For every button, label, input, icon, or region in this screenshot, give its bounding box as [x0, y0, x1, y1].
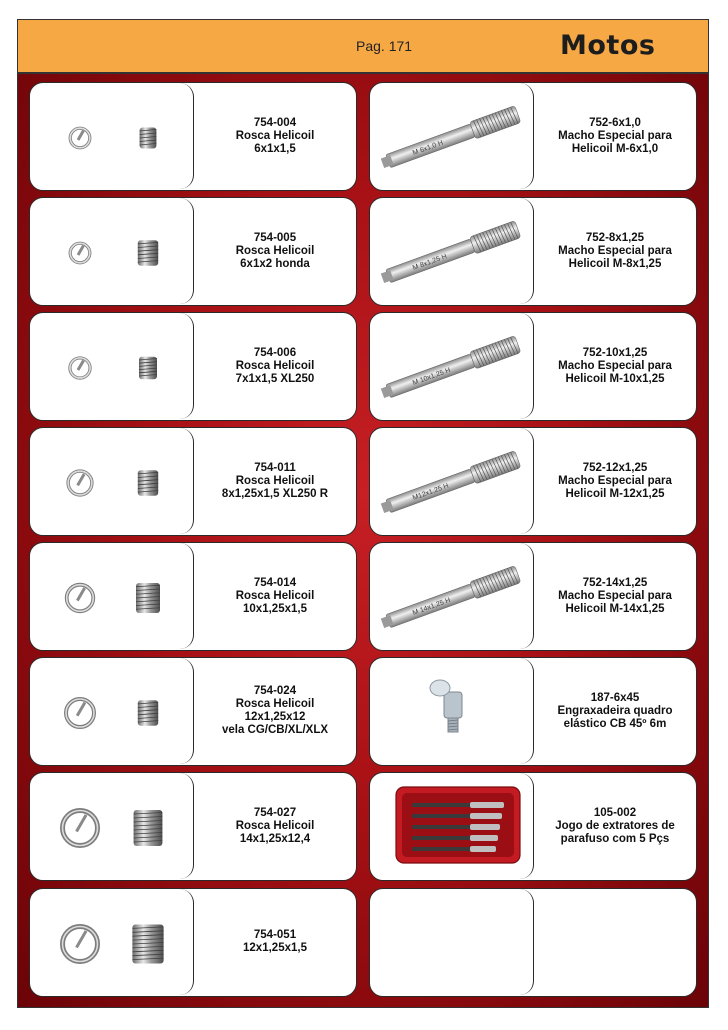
product-code: 754-051	[253, 929, 297, 941]
product-description	[194, 313, 356, 419]
product-text-line: 8x1,25x1,5 XL250 R	[221, 487, 329, 500]
product-card	[369, 657, 697, 766]
product-text-line: Helicoil M-14x1,25	[565, 602, 665, 615]
product-description	[194, 198, 356, 304]
product-illustration	[370, 83, 534, 189]
product-text-line: Macho Especial para	[558, 589, 672, 602]
product-image	[30, 543, 194, 649]
product-illustration	[370, 198, 534, 304]
product-code: 754-005	[253, 231, 297, 244]
extractor-set-icon	[396, 787, 520, 863]
product-card	[29, 312, 357, 421]
product-card	[29, 888, 357, 997]
product-text-line: Rosca Helicoil	[235, 589, 315, 602]
product-description	[194, 773, 356, 879]
helicoil-coil-icon	[138, 700, 158, 726]
tap-engraving: M 6x1,0 H	[411, 139, 445, 158]
product-illustration	[30, 773, 194, 879]
product-text-line: Rosca Helicoil	[235, 359, 315, 372]
product-card	[29, 542, 357, 651]
product-image	[30, 889, 194, 995]
tap-engraving: M 14x1,25 H	[411, 596, 452, 618]
tap-icon	[379, 106, 520, 172]
product-card	[29, 657, 357, 766]
product-illustration	[370, 773, 534, 879]
product-card	[369, 82, 697, 191]
product-card	[29, 772, 357, 881]
helicoil-coil-icon	[132, 925, 163, 964]
tap-engraving: M12x1,25 H	[411, 482, 450, 503]
product-image	[30, 198, 194, 304]
product-description	[534, 889, 696, 995]
helicoil-coil-icon	[136, 583, 160, 613]
product-code: 105-002	[593, 806, 637, 819]
product-text-line: Helicoil M-12x1,25	[565, 487, 665, 500]
product-illustration	[30, 543, 194, 649]
product-text-line: parafuso com 5 Pçs	[560, 832, 670, 845]
product-description	[194, 658, 356, 764]
product-card	[369, 772, 697, 881]
product-text-line: Jogo de extratores de	[555, 819, 675, 832]
product-image	[370, 773, 534, 879]
product-text-line: 12x1,25x12	[244, 711, 306, 723]
product-code: 754-027	[253, 806, 297, 819]
product-code: 754-014	[253, 576, 297, 589]
product-description	[534, 313, 696, 419]
product-image	[30, 773, 194, 879]
helicoil-coil-icon	[139, 357, 157, 380]
product-illustration	[370, 658, 534, 764]
product-code: 752-12x1,25	[582, 461, 648, 474]
product-code: 752-8x1,25	[585, 231, 645, 244]
grease-fitting-icon	[430, 680, 462, 732]
product-image	[30, 313, 194, 419]
product-card	[369, 312, 697, 421]
product-image	[30, 428, 194, 534]
product-illustration	[30, 428, 194, 534]
product-code: 752-10x1,25	[582, 346, 648, 359]
product-text-line: vela CG/CB/XL/XLX	[221, 724, 329, 736]
helicoil-coil-icon	[140, 128, 157, 149]
product-card	[369, 197, 697, 306]
product-illustration	[30, 313, 194, 419]
product-code: 754-006	[253, 346, 297, 359]
product-description	[194, 428, 356, 534]
product-image	[370, 198, 534, 304]
product-code: 752-6x1,0	[589, 116, 641, 129]
product-text-line: Macho Especial para	[558, 474, 672, 487]
tap-engraving: M 8x1,25 H	[411, 253, 448, 273]
product-text-line: 10x1,25x1,5	[243, 602, 307, 615]
product-text-line: 6x1x2 honda	[240, 257, 310, 270]
product-text-line: Macho Especial para	[558, 129, 672, 142]
product-image	[370, 83, 534, 189]
product-card	[29, 82, 357, 191]
product-text-line: Rosca Helicoil	[235, 698, 315, 710]
product-image	[30, 83, 194, 189]
product-card	[369, 427, 697, 536]
product-card	[29, 197, 357, 306]
product-code: 754-011	[254, 461, 296, 474]
page-number: Pag. 171	[356, 38, 413, 54]
product-illustration	[30, 658, 194, 764]
product-description	[194, 83, 356, 189]
product-text-line: 12x1,25x1,5	[243, 942, 307, 954]
tap-icon	[379, 566, 520, 632]
product-text-line: Macho Especial para	[558, 244, 672, 257]
product-description	[194, 889, 356, 995]
tap-icon	[379, 221, 520, 287]
product-description	[534, 658, 696, 764]
product-description	[194, 543, 356, 649]
product-image	[370, 428, 534, 534]
product-description	[534, 83, 696, 189]
product-code: 754-024	[253, 685, 297, 697]
product-text-line: Rosca Helicoil	[235, 129, 315, 142]
product-text-line: Helicoil M-6x1,0	[571, 142, 659, 155]
product-text-line: 6x1x1,5	[254, 142, 296, 155]
product-text-line: Rosca Helicoil	[235, 819, 315, 832]
product-description	[534, 198, 696, 304]
product-text-line: Rosca Helicoil	[235, 244, 315, 257]
product-illustration	[30, 198, 194, 304]
product-image	[370, 313, 534, 419]
product-image	[370, 889, 534, 995]
product-card	[369, 888, 697, 997]
product-card	[369, 542, 697, 651]
product-text-line: 14x1,25x12,4	[239, 832, 311, 845]
product-code: 754-004	[253, 116, 297, 129]
helicoil-coil-icon	[134, 810, 163, 846]
product-code: 752-14x1,25	[582, 576, 648, 589]
product-description	[534, 773, 696, 879]
tap-icon	[379, 451, 520, 517]
product-description	[534, 428, 696, 534]
product-text-line: elástico CB 45º 6m	[563, 717, 667, 730]
product-illustration	[30, 83, 194, 189]
helicoil-coil-icon	[138, 240, 158, 266]
product-illustration	[370, 543, 534, 649]
product-image	[30, 658, 194, 764]
product-text-line: Helicoil M-8x1,25	[568, 257, 662, 270]
product-image	[370, 543, 534, 649]
product-text-line: Helicoil M-10x1,25	[565, 372, 665, 385]
product-illustration	[370, 313, 534, 419]
section-title: Motos	[560, 30, 656, 61]
product-description	[534, 543, 696, 649]
product-card	[29, 427, 357, 536]
product-text-line: Rosca Helicoil	[235, 474, 315, 487]
product-text-line: Macho Especial para	[558, 359, 672, 372]
product-illustration	[30, 889, 194, 995]
page-header	[17, 19, 709, 73]
tap-engraving: M 10x1,25 H	[411, 366, 452, 388]
tap-icon	[379, 336, 520, 402]
product-code: 187-6x45	[590, 691, 640, 704]
product-image	[370, 658, 534, 764]
helicoil-coil-icon	[138, 470, 158, 496]
product-text-line: 7x1x1,5 XL250	[235, 372, 315, 385]
product-illustration	[370, 889, 534, 995]
product-illustration	[370, 428, 534, 534]
product-text-line: Engraxadeira quadro	[557, 704, 673, 717]
